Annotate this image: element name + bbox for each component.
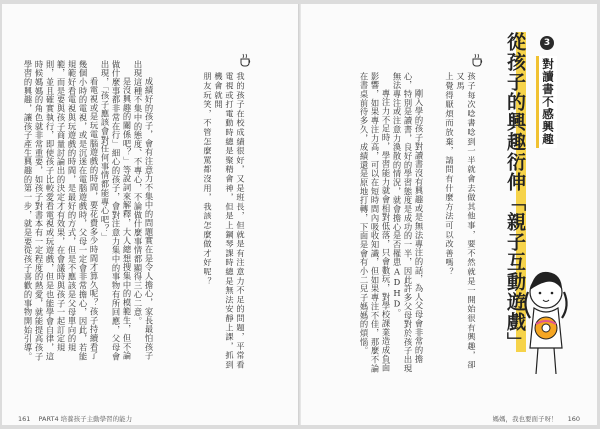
right-body — [358, 72, 424, 377]
left-page-number: 161 — [18, 415, 31, 423]
right-quote-line: 孩子每次唸書唸到一半就會去做其他事，要不然就是一開始很有興趣，卻又馬 — [456, 72, 477, 370]
right-footer — [493, 414, 581, 423]
left-body — [22, 60, 154, 365]
left-quote — [202, 72, 246, 372]
right-running-head: 媽媽，我也要面子呀！ — [492, 415, 558, 423]
left-footer — [18, 414, 132, 423]
left-running-head: PART4 培養孩子主動學習的能力 — [38, 415, 133, 423]
left-quote-line: 我的孩子在校成績很好，又是班長，但就是有注意力不足的問題，平常看電視或打電動時總是聚精會神，但是上鋼琴課時總是無法安靜上課，抓到機會就開 — [214, 72, 246, 370]
section-number-badge: 3 — [540, 36, 554, 50]
girl-holding-donut-illustration — [510, 262, 580, 382]
left-quote-line: 朋友玩笑，不管怎麼罵都沒用，我該怎麼做才好呢？ — [203, 72, 213, 286]
left-paragraph: 成績好的孩子，會有注意力不集中的問題實在是令人擔心，家長最怕孩子出現這種不集中的態度、不專心，不論做什麼事情都顯得三心二意。 — [133, 60, 154, 360]
left-paragraph: 看電視或是玩電腦遊戲的時間，要花費多少時間才算久呢？孩子持續看了幾個小時的電視，或是沉迷在電腦遊戲時，父母一定會非常擔心，因此，若能規範好看電視與玩遊戲的時間，是最好的方式，但是不應該是父母單向的規範，而是要與孩子商量討論出的決定才有效果，在會議時與孩子一起訂定規則，並且確實執行，即使孩子比較愛看電視或玩遊戲，但是也能學會自律，這時候媽媽的角色就非常重要，如孩子對書本有一定程度的熱愛，就能提高孩子學習的興趣，讓孩子產生興趣的第一步，就是要從孩子喜歡的事物開始引導。 — [23, 60, 99, 361]
right-quote — [444, 72, 477, 372]
section-subtitle: 對讀書不感興趣 — [536, 56, 557, 148]
steaming-cup-icon — [470, 52, 486, 68]
right-paragraph: 專注力不足時，學習能力就會相對低落，只會數玩，對學校課業造成負面影響，如果專注力高，可以在短時間內吸收知識，但如果專注不佳，那麼不論在書桌前待多久，成績還是原地打轉，下面是會有小二兒子媽媽的煩惱。 — [359, 72, 391, 373]
right-page-number: 160 — [567, 415, 580, 423]
section-title-text: 從孩子的興趣衍伸「親子互動遊戲」 — [504, 32, 526, 352]
right-paragraph: 剛入學的孩子對讀書沒有興趣或是無法專注的話，為人父母會非常的擔心，特別是讀書，良好的學習態度是成功的一半，因此許多父母對於孩子出現無法專注或注意力渙散的情況，就會擔心是否罹患ADHD。 — [392, 72, 424, 373]
steaming-cup-icon — [238, 52, 254, 68]
right-quote-line: 上覺得厭煩而放棄，請問有什麼方法可以改善嗎？ — [445, 72, 455, 277]
left-paragraph: 是沒興趣的關係吧？」等說詞來解釋，大人總想搜集中的模範生，但不論做什麼事都非常在行」細心的孩子，會對注意力集中的事物有所回應，父母會出現，「孩子應該會對任何事情都能專心吧？」 — [100, 60, 132, 361]
